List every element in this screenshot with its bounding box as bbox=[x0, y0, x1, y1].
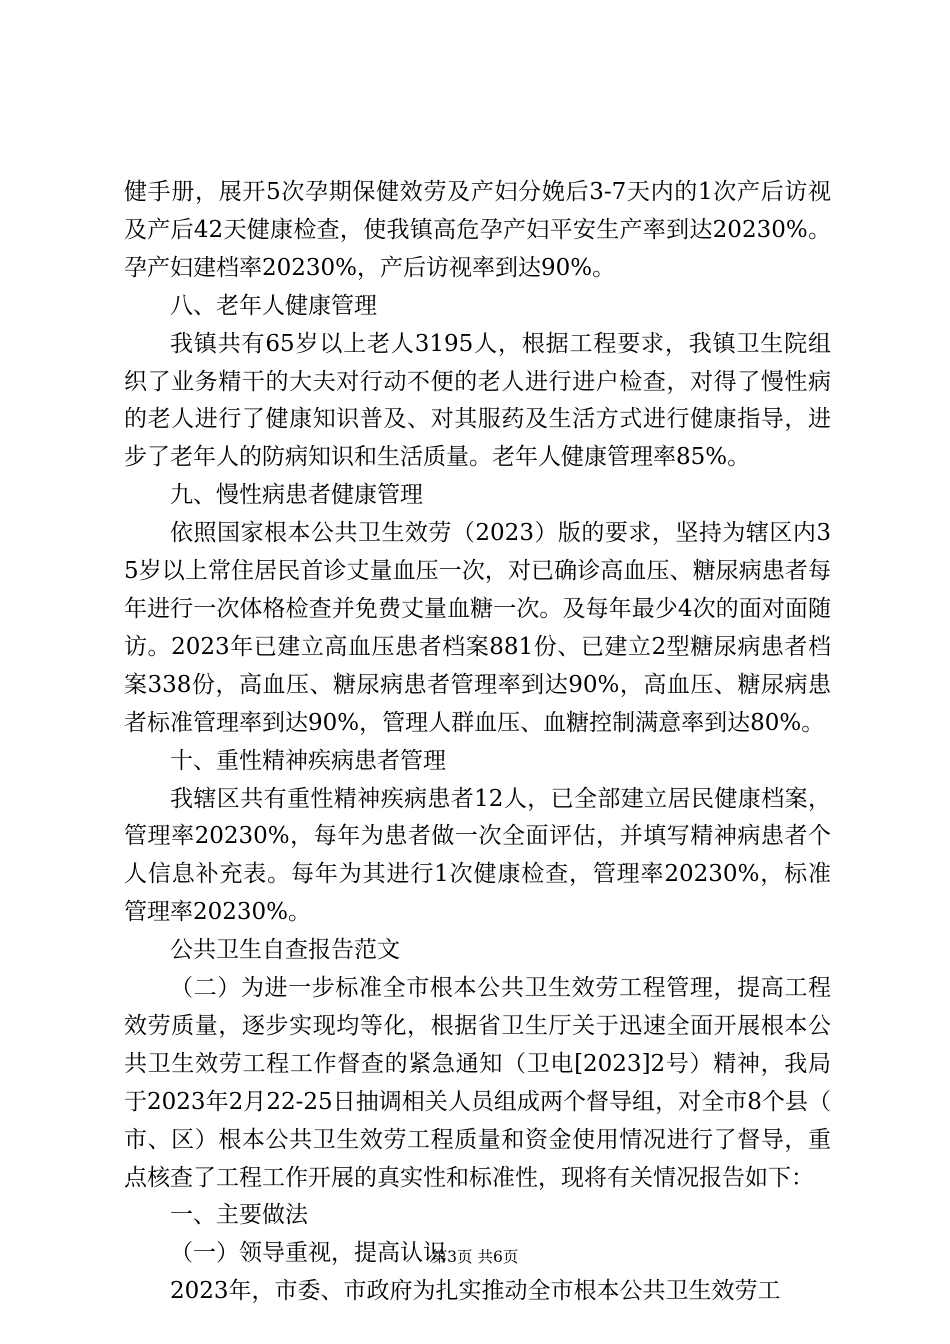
page-footer: 第3页 共6页 bbox=[431, 1248, 519, 1266]
subsection-heading: （一）领导重视，提高认识 bbox=[170, 1240, 446, 1267]
section-heading-chronic-disease: 九、慢性病患者健康管理 bbox=[170, 482, 423, 509]
paragraph: 依照国家根本公共卫生效劳（2023）版的要求，坚持为辖区内35岁以上常住居民首诊丈量血压一次，对已确诊高血压、糖尿病患者每年进行一次体格检查并免费丈量血糖一次。及每年最少4次的面对面随访。2023年已建立高血压患者档案881份、已建立2型糖尿病患者档案338份，高血压、糖尿病患者管理率到达90%，高血压、糖尿病患者标准管理率到达90%，管理人群血压、血糖控制满意率到达80%。 bbox=[124, 520, 831, 736]
paragraph: 2023年，市委、市政府为扎实推动全市根本公共卫生效劳工 bbox=[170, 1278, 781, 1305]
document-subtitle: 公共卫生自查报告范文 bbox=[170, 937, 400, 964]
section-heading-mental-illness: 十、重性精神疾病患者管理 bbox=[170, 747, 446, 774]
paragraph: 我辖区共有重性精神疾病患者12人，已全部建立居民健康档案，管理率20230%，每年为患者做一次全面评估，并填写精神病患者个人信息补充表。每年为其进行1次健康检查，管理率20230%，标准管理率20230%。 bbox=[124, 785, 831, 926]
document-body bbox=[124, 174, 831, 1311]
paragraph: （二）为进一步标准全市根本公共卫生效劳工程管理，提高工程效劳质量，逐步实现均等化，根据省卫生厅关于迅速全面开展根本公共卫生效劳工程工作督查的紧急通知（卫电[2023]2号）精神，我局于2023年2月22-25日抽调相关人员组成两个督导组，对全市8个县（市、区）根本公共卫生效劳工程质量和资金使用情况进行了督导，重点核查了工程工作开展的真实性和标准性，现将有关情况报告如下： bbox=[124, 975, 831, 1191]
paragraph: 我镇共有65岁以上老人3195人，根据工程要求，我镇卫生院组织了业务精干的大夫对行动不便的老人进行进户检查，对得了慢性病的老人进行了健康知识普及、对其服药及生活方式进行健康指导，进步了老年人的防病知识和生活质量。老年人健康管理率85%。 bbox=[124, 330, 831, 471]
paragraph: 健手册，展开5次孕期保健效劳及产妇分娩后3-7天内的1次产后访视及产后42天健康检查，使我镇高危孕产妇平安生产率到达20230%。孕产妇建档率20230%，产后访视率到达90%。 bbox=[124, 179, 831, 281]
section-heading-main-practices: 一、主要做法 bbox=[170, 1202, 308, 1229]
section-heading-elderly-health: 八、老年人健康管理 bbox=[170, 292, 377, 319]
